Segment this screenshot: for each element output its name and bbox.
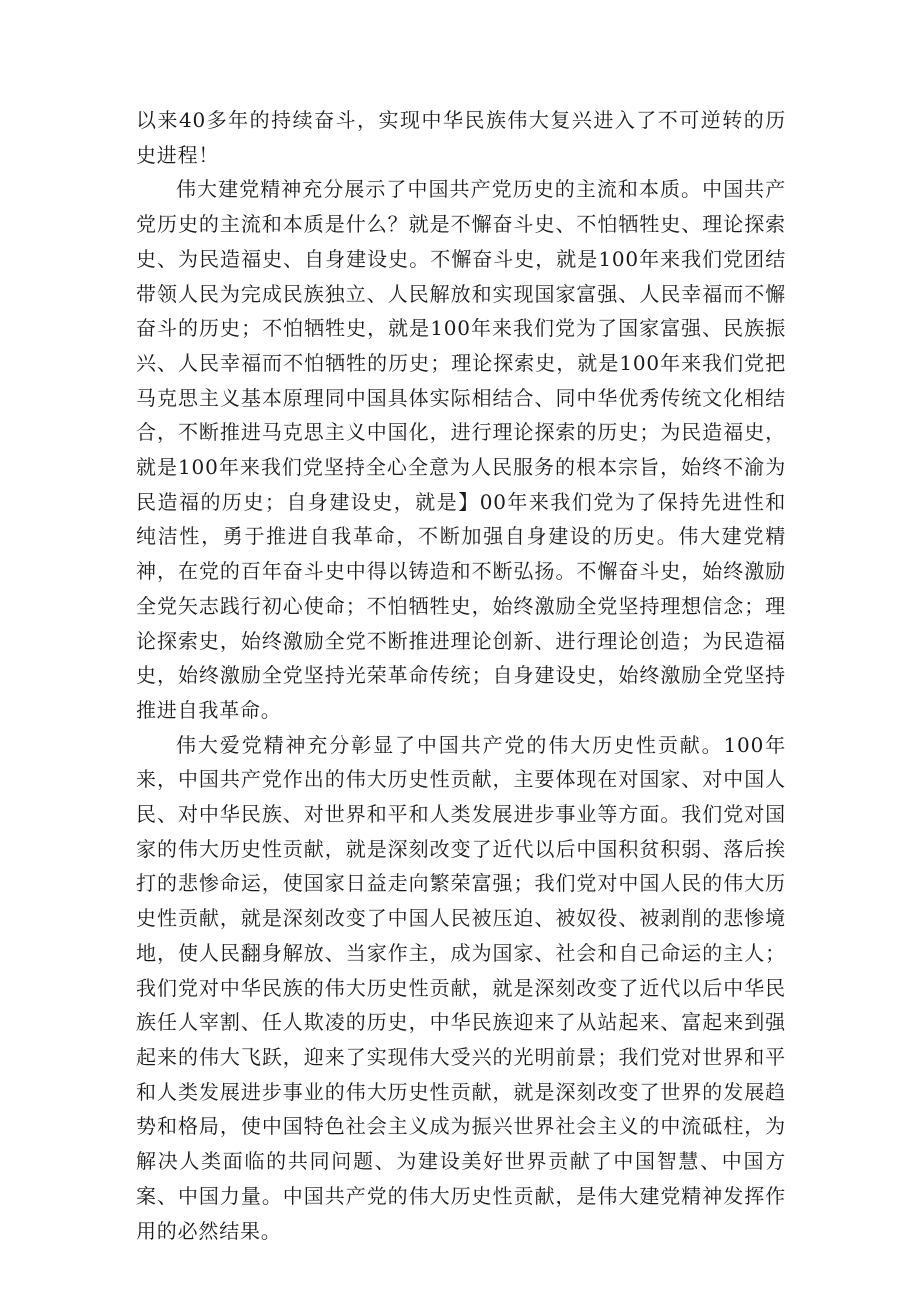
paragraph-2: 伟大建党精神充分展示了中国共产党历史的主流和本质。中国共产党历史的主流和本质是什么？就是不懈奋斗史、不怕牺牲史、理论探索史、为民造福史、自身建设史。不懈奋斗史，就是100年来我们党团结带领人民为完成民族独立、人民解放和实现国家富强、人民幸福而不懈奋斗的历史；不怕牺牲史，就是100年来我们党为了国家富强、民族振兴、人民幸福而不怕牺牲的历史；理论探索史，就是100年来我们党把马克思主义基本原理同中国具体实际相结合、同中华优秀传统文化相结合，不断推进马克思主义中国化，进行理论探索的历史；为民造福史，就是100年来我们党坚持全心全意为人民服务的根本宗旨，始终不渝为民造福的历史；自身建设史，就是】00年来我们党为了保持先进性和纯洁性，勇于推进自我革命，不断加强自身建设的历史。伟大建党精神，在党的百年奋斗史中得以铸造和不断弘扬。不懈奋斗史，始终激励全党矢志践行初心使命；不怕牺牲史，始终激励全党坚持理想信念；理论探索史，始终激励全党不断推进理论创新、进行理论创造；为民造福史，始终激励全党坚持光荣革命传统；自身建设史，始终激励全党坚持推进自我革命。: [136, 177, 786, 722]
paragraph-3: 伟大爱党精神充分彰显了中国共产党的伟大历史性贡献。100年来，中国共产党作出的伟大历史性贡献，主要体现在对国家、对中国人民、对中华民族、对世界和平和人类发展进步事业等方面。我们党对国家的伟大历史性贡献，就是深刻改变了近代以后中国积贫积弱、落后挨打的悲惨命运，使国家日益走向繁荣富强；我们党对中国人民的伟大历史性贡献，就是深刻改变了中国人民被压迫、被奴役、被剥削的悲惨境地，使人民翻身解放、当家作主，成为国家、社会和自己命运的主人；我们党对中华民族的伟大历史性贡献，就是深刻改变了近代以后中华民族任人宰割、任人欺凌的历史，中华民族迎来了从站起来、富起来到强起来的伟大飞跃，迎来了实现伟大受兴的光明前景；我们党对世界和平和人类发展进步事业的伟大历史性贡献，就是深刻改变了世界的发展趋势和格局，使中国特色社会主义成为振兴世界社会主义的中流砥柱，为解决人类面临的共同问题、为建设美好世界贡献了中国智慧、中国方案、中国力量。中国共产党的伟大历史性贡献，是伟大建党精神发挥作用的必然结果。: [136, 732, 786, 1243]
paragraph-1: 以来40多年的持续奋斗，实现中华民族伟大复兴进入了不可逆转的历史进程！: [136, 108, 786, 167]
document-body: [136, 103, 786, 1248]
